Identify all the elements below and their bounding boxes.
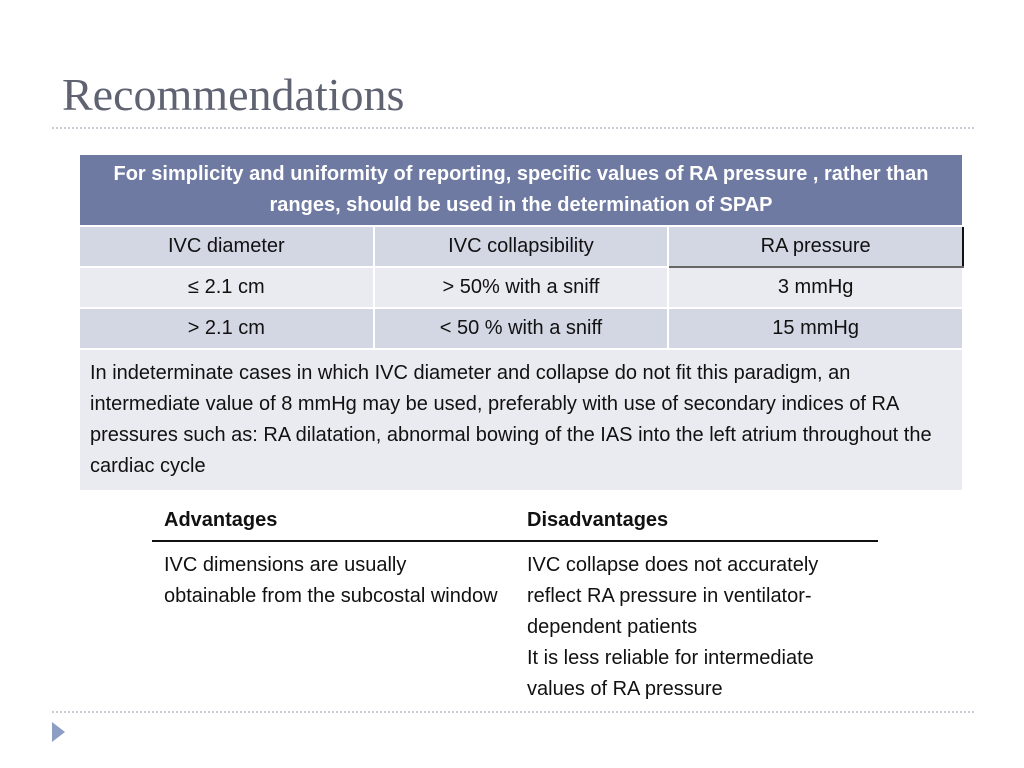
page-title: Recommendations	[62, 69, 405, 120]
indeterminate-note: In indeterminate cases in which IVC diameter and collapse do not fit this paradigm, an intermediate value of 8 mmHg may be used, preferably with use of secondary indices of RA pressures such as: RA dilatation, abnormal bowing of the IAS into the left atrium throughout the cardiac cycle	[79, 349, 963, 491]
column-header: IVC diameter	[79, 226, 374, 267]
advantage-item: IVC dimensions are usually obtainable from the subcostal window	[164, 554, 498, 607]
column-header: RA pressure	[668, 226, 963, 267]
advantages-table	[152, 505, 878, 705]
advantages-cell	[152, 541, 515, 705]
disadvantages-cell	[515, 541, 878, 705]
table-cell: > 50% with a sniff	[374, 267, 669, 308]
triangle-bullet-icon	[52, 722, 65, 742]
title-divider	[52, 127, 974, 129]
table-header: For simplicity and uniformity of reporting, specific values of RA pressure , rather than ranges, should be used in the determination of SPAP	[79, 154, 963, 226]
column-header: IVC collapsibility	[374, 226, 669, 267]
footer-divider	[52, 711, 974, 713]
table-cell: < 50 % with a sniff	[374, 308, 669, 349]
disadvantage-item: IVC collapse does not accurately reflect RA pressure in ventilator-dependent patients	[527, 554, 819, 638]
column-header-row	[79, 226, 963, 267]
table-cell: ≤ 2.1 cm	[79, 267, 374, 308]
table-cell: 15 mmHg	[668, 308, 963, 349]
advantages-heading: Advantages	[152, 505, 515, 541]
ra-pressure-table	[78, 153, 964, 492]
table-cell: 3 mmHg	[668, 267, 963, 308]
table-row	[79, 308, 963, 349]
table-cell: > 2.1 cm	[79, 308, 374, 349]
disadvantage-item: It is less reliable for intermediate values of RA pressure	[527, 647, 814, 700]
table-row	[79, 267, 963, 308]
disadvantages-heading: Disadvantages	[515, 505, 878, 541]
